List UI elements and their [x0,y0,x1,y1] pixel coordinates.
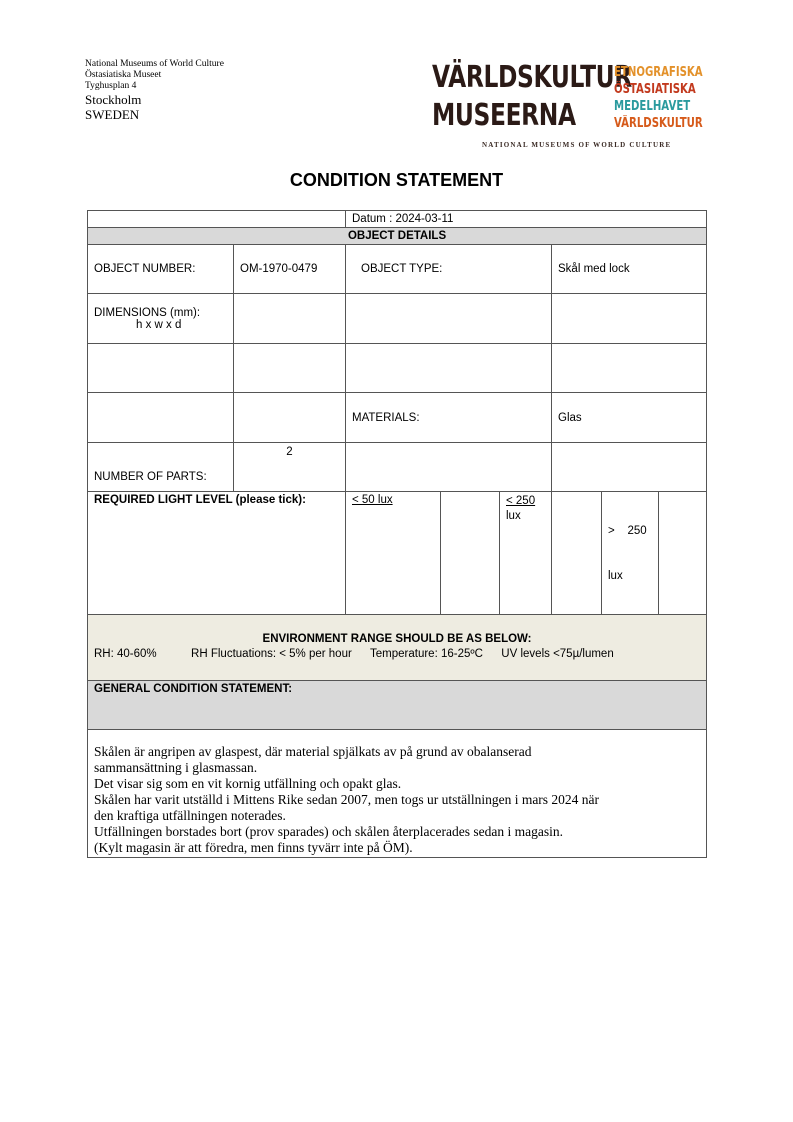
dimensions-label: DIMENSIONS (mm): [94,306,201,319]
light-option-50 [346,492,441,615]
light-tick-50[interactable] [441,492,500,615]
date-field[interactable]: Datum : 2024-03-11 [346,211,707,228]
statement-line: Det visar sig som en vit kornig utfällning och opakt glas. [94,776,402,791]
environment-values [94,648,700,660]
address-country: SWEDEN [85,107,140,122]
materials-value[interactable]: Glas [552,393,707,443]
document-title: CONDITION STATEMENT [289,170,504,190]
logo-museum-4: VÄRLDSKULTUR [614,116,703,131]
dimensions-sub: h x w x d [136,318,182,331]
address-city: Stockholm [85,92,142,107]
light-option-250 [500,492,552,615]
museum-logo [432,60,703,154]
object-number-label: OBJECT NUMBER: [88,245,234,294]
object-details-header: OBJECT DETAILS [88,228,707,245]
light-label: REQUIRED LIGHT LEVEL (please tick): [88,492,346,615]
light-option-50-text: < 50 lux [352,494,393,506]
object-type-value[interactable]: Skål med lock [552,245,707,294]
logo-museum-2: ÖSTASIATISKA [614,82,696,97]
dimensions-cell [88,294,234,344]
condition-table [87,210,707,858]
light-option-over-250 [602,492,659,615]
light-tick-over-250[interactable] [659,492,707,615]
object-type-label: OBJECT TYPE: [346,245,552,294]
logo-subtitle: NATIONAL MUSEUMS OF WORLD CULTURE [482,141,672,149]
condition-form [87,210,706,858]
statement-line: (Kylt magasin är att föredra, men finns tyvärr inte på ÖM). [94,840,413,855]
condition-statement-text[interactable] [88,730,707,858]
address-line2: Östasiatiska Museet [85,70,162,80]
env-uv: UV levels <75µ/lumen [501,648,614,660]
env-fluctuations: RH Fluctuations: < 5% per hour [191,648,352,660]
environment-header: ENVIRONMENT RANGE SHOULD BE AS BELOW: [262,633,532,645]
logo-word2: MUSEERNA [432,98,576,133]
parts-value[interactable]: 2 [234,443,346,492]
light-option-250-b: lux [506,510,521,522]
statement-line: sammansättning i glasmassan. [94,760,258,775]
sender-address [85,59,224,122]
statement-line: Skålen har varit utställd i Mittens Rike sedan 2007, men togs ur utställningen i mars 2024 när [94,792,600,807]
logo-museum-3: MEDELHAVET [614,99,691,114]
statement-line: Utfällningen borstades bort (prov sparades) och skålen återplacerades sedan i magasin. [94,824,563,839]
address-line3: Tyghusplan 4 [85,81,137,91]
object-number-value[interactable]: OM-1970-0479 [234,245,346,294]
env-temperature: Temperature: 16-25ºC [370,648,483,660]
light-option-over-250-b: lux [608,570,623,582]
materials-label: MATERIALS: [346,393,552,443]
light-tick-250[interactable] [552,492,602,615]
light-option-250-a: < 250 [506,495,536,507]
address-line1: National Museums of World Culture [85,59,224,69]
parts-label: NUMBER OF PARTS: [88,443,234,492]
dimension-d[interactable] [552,294,707,344]
statement-line: den kraftiga utfällningen noterades. [94,808,286,823]
light-option-over-250-a: > 250 [608,525,647,537]
env-rh: RH: 40-60% [94,648,157,660]
dimension-w[interactable] [346,294,552,344]
general-condition-header: GENERAL CONDITION STATEMENT: [88,681,707,730]
logo-word1: VÄRLDSKULTUR [432,60,632,95]
environment-cell [88,615,707,681]
statement-line: Skålen är angripen av glaspest, där material spjälkats av på grund av obalanserad [94,744,532,759]
logo-museum-1: ETNOGRAFISKA [614,65,703,80]
dimension-h[interactable] [234,294,346,344]
